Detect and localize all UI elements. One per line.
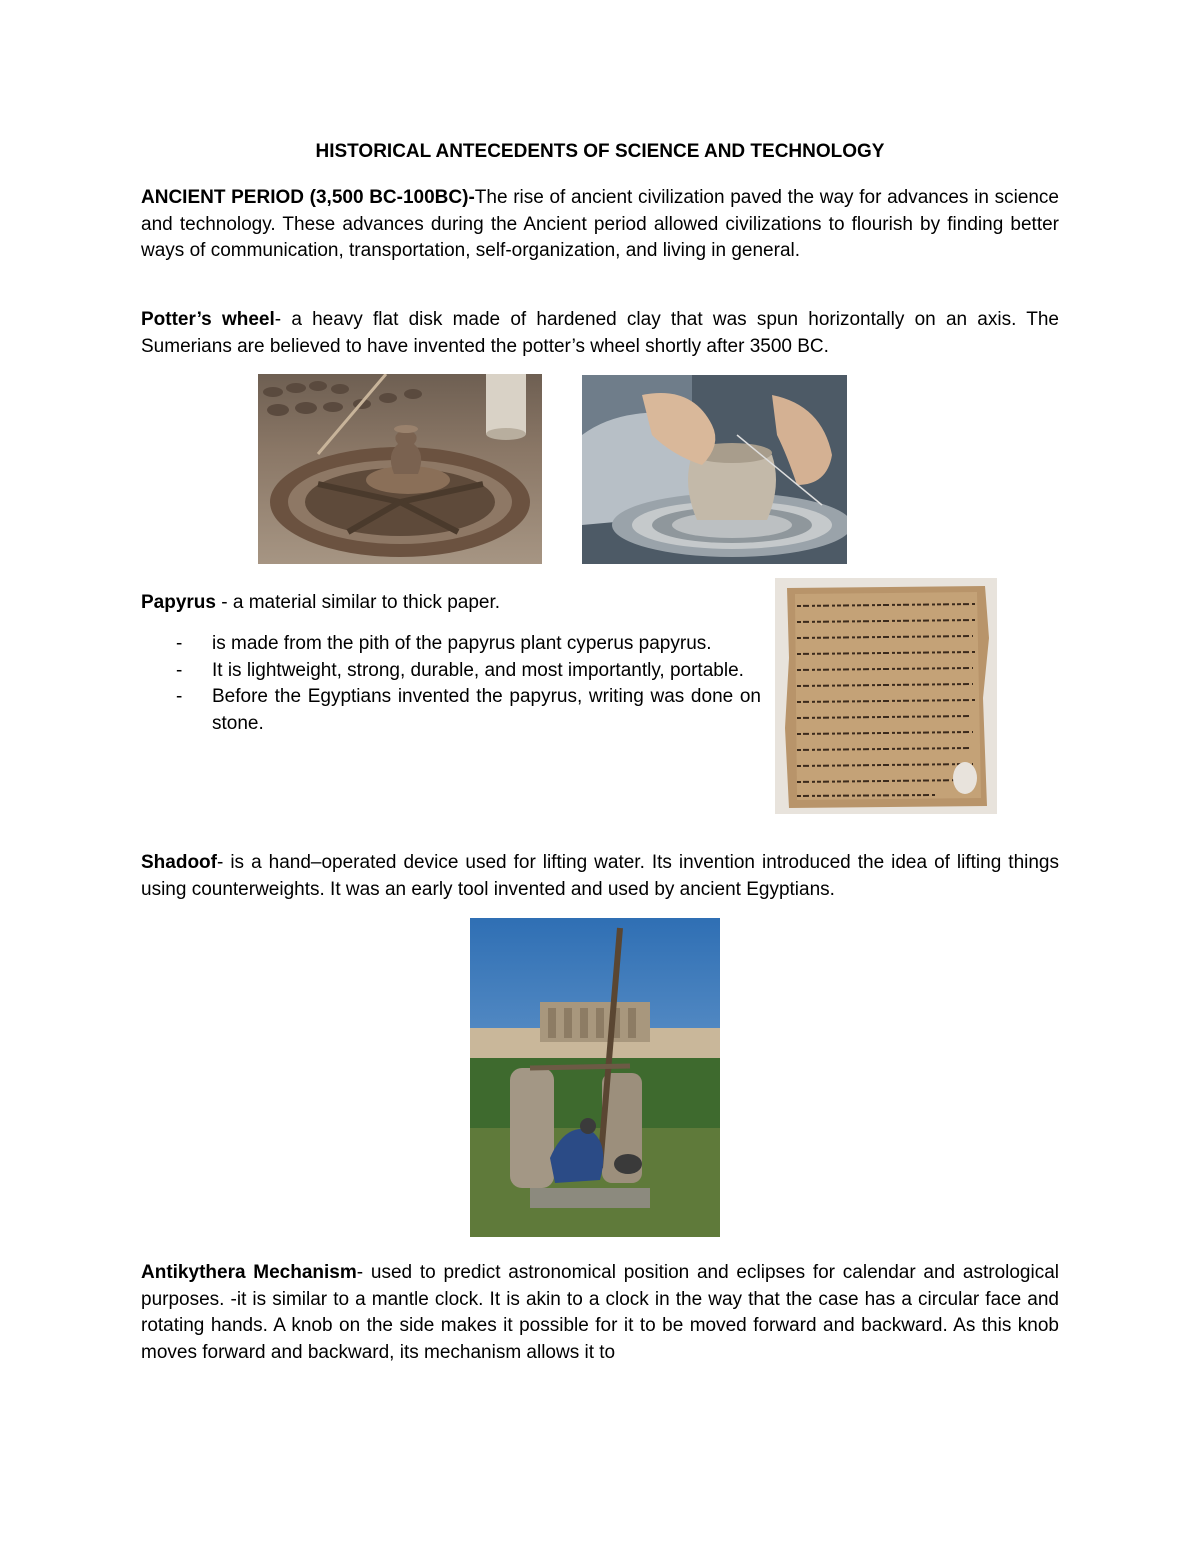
papyrus-paragraph [141,590,761,617]
list-item: - It is lightweight, strong, durable, and most importantly, portable. [176,659,744,681]
page-title: HISTORICAL ANTECEDENTS OF SCIENCE AND TECHNOLOGY [315,141,885,162]
ancient-period-paragraph [141,185,1059,265]
papyrus-term: Papyrus [141,592,216,613]
shadoof-paragraph [141,850,1059,903]
list-item: - Before the Egyptians invented the papyrus, writing was done on stone. [176,686,761,734]
ancient-period-heading: ANCIENT PERIOD (3,500 BC-100BC)- [141,187,475,208]
antikythera-paragraph [141,1260,1059,1366]
potters-wheel-text: - a heavy flat disk made of hardened clay that was spun horizontally on an axis. The Sumerians are believed to have invented the potter’s wheel shortly after 3500 BC. [141,309,1059,357]
potters-wheel-image-2 [582,375,847,564]
potters-wheel-term: Potter’s wheel [141,309,275,330]
potters-wheel-image-1 [258,374,542,564]
antikythera-term: Antikythera Mechanism [141,1262,357,1283]
shadoof-term: Shadoof [141,852,217,873]
ancient-period-text: The rise of ancient civilization paved the way for advances in science and technology. These advances during the Ancient period allowed civilizations to flourish by finding better ways of communication, transportation, self-organization, and living in general. [141,187,1059,261]
papyrus-text: - a material similar to thick paper. [215,592,501,613]
shadoof-image [470,918,720,1237]
list-item: - is made from the pith of the papyrus plant cyperus papyrus. [176,633,712,654]
potters-wheel-paragraph [141,307,1059,360]
shadoof-text: - is a hand–operated device used for lifting water. Its invention introduced the idea of lifting things using counterweights. It was an early tool invented and used by ancient Egyptians. [141,852,1059,900]
papyrus-bullet-list [141,631,761,737]
antikythera-text: - used to predict astronomical position and eclipses for calendar and astrological purposes. -it is similar to a mantle clock. It is akin to a clock in the way that the case has a circular face and rotating hands. A knob on the side makes it possible for it to be moved forward and backward. As this knob moves forward and backward, its mechanism allows it to [141,1262,1059,1363]
papyrus-image [775,578,997,814]
